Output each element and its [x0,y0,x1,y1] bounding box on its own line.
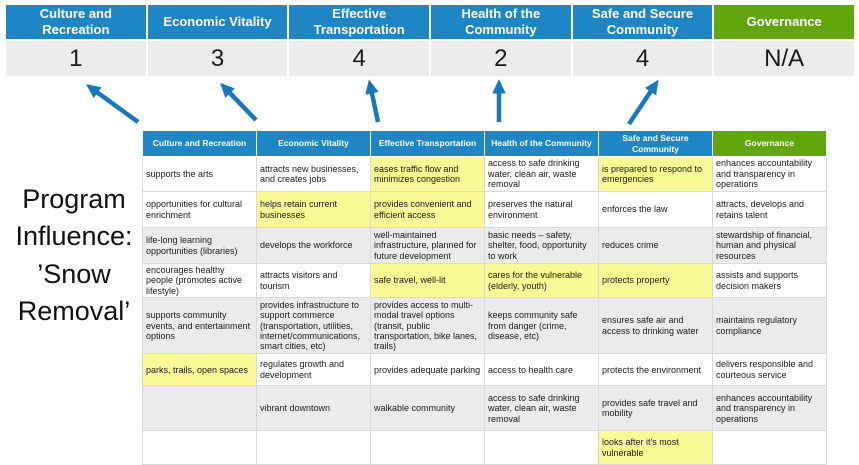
matrix-cell-r1-c3: eases traffic flow and minimizes congestion [371,157,485,192]
priority-score-3: 4 [289,41,429,76]
matrix-header-1: Culture and Recreation [143,131,257,157]
influence-arrow-5 [629,88,653,124]
matrix-cell-r7-c6: enhances accountability and transparency in operations [713,386,827,431]
matrix-cell-r4-c2: attracts visitors and tourism [257,264,371,298]
matrix-cell-r3-c3: well-maintained infrastructure, planned for future development [371,228,485,264]
priority-header-3: Effective Transportation [289,5,429,39]
matrix-cell-r1-c5: is prepared to respond to emergencies [599,157,713,192]
matrix-cell-r7-c3: walkable community [371,386,485,431]
priority-header-6: Governance [714,5,854,39]
matrix-cell-r3-c6: stewardship of financial, human and physical resources [713,228,827,264]
matrix-cell-r8-c1 [143,431,257,465]
matrix-cell-r2-c2: helps retain current businesses [257,192,371,228]
priority-header-row [6,5,854,39]
matrix-cell-r6-c6: delivers responsible and courteous service [713,354,827,386]
matrix-cell-r4-c5: protects property [599,264,713,298]
matrix-cell-r5-c4: keeps community safe from danger (crime, disease, etc) [485,298,599,354]
priority-scoreboard [6,5,854,76]
matrix-cell-r2-c4: preserves the natural environment [485,192,599,228]
priority-score-2: 3 [148,41,288,76]
matrix-cell-r5-c5: ensures safe air and access to drinking water [599,298,713,354]
influence-arrows [0,74,859,134]
matrix-cell-r7-c2: vibrant downtown [257,386,371,431]
matrix-cell-r4-c4: cares for the vulnerable (elderly, youth) [485,264,599,298]
priority-header-4: Health of the Community [431,5,571,39]
matrix-cell-r8-c4 [485,431,599,465]
program-label-line: Program [22,184,126,214]
matrix-cell-r5-c6: maintains regulatory compliance [713,298,827,354]
matrix-header-5: Safe and Secure Community [599,131,713,157]
matrix-cell-r8-c3 [371,431,485,465]
program-influence-label [0,181,148,330]
priority-score-4: 2 [431,41,571,76]
program-label-line: Influence: [15,221,133,252]
priority-score-1: 1 [6,41,146,76]
program-label-line: ’Snow [37,258,111,289]
matrix-cell-r8-c2 [257,431,371,465]
matrix-header-row [143,131,827,157]
matrix-cell-r8-c5: looks after it's most vulnerable [599,431,713,465]
matrix-row-7 [143,386,827,431]
matrix-cell-r7-c1 [143,386,257,431]
matrix-cell-r6-c1: parks, trails, open spaces [143,354,257,386]
matrix-cell-r7-c4: access to safe drinking water, clean air, waste removal [485,386,599,431]
score-row [6,41,854,76]
matrix-row-6 [143,354,827,386]
matrix-body [143,157,827,465]
matrix-cell-r5-c1: supports community events, and entertainment options [143,298,257,354]
matrix-cell-r3-c5: reduces crime [599,228,713,264]
matrix-cell-r1-c2: attracts new businesses, and creates jobs [257,157,371,192]
priority-header-5: Safe and Secure Community [573,5,713,39]
matrix-cell-r8-c6 [713,431,827,465]
matrix-header-3: Effective Transportation [371,131,485,157]
matrix-row-5 [143,298,827,354]
matrix-row-1 [143,157,827,192]
matrix-cell-r4-c1: encourages healthy people (promotes active lifestyle) [143,264,257,298]
matrix-cell-r4-c3: safe travel, well-lit [371,264,485,298]
priority-score-5: 4 [573,41,713,76]
matrix-cell-r6-c2: regulates growth and development [257,354,371,386]
matrix-header-4: Health of the Community [485,131,599,157]
matrix-header-2: Economic Vitality [257,131,371,157]
matrix-cell-r2-c5: enforces the law [599,192,713,228]
matrix-cell-r4-c6: assists and supports decision makers [713,264,827,298]
matrix-header-6: Governance [713,131,827,157]
matrix-cell-r5-c2: provides infrastructure to support commerce (transportation, utilities, internet/communications, smart cities, etc) [257,298,371,354]
priority-header-2: Economic Vitality [148,5,288,39]
matrix-cell-r3-c4: basic needs – safety, shelter, food, opportunity to work [485,228,599,264]
influence-arrow-1 [94,90,138,122]
matrix-row-3 [143,228,827,264]
priority-header-1: Culture and Recreation [6,5,146,39]
influence-arrow-2 [227,90,256,120]
matrix-cell-r2-c1: opportunities for cultural enrichment [143,192,257,228]
priority-score-6: N/A [714,41,854,76]
matrix-cell-r3-c1: life-long learning opportunities (libraries) [143,228,257,264]
matrix-cell-r6-c5: protects the environment [599,354,713,386]
matrix-row-2 [143,192,827,228]
influence-arrow-3 [371,89,378,122]
matrix-cell-r7-c5: provides safe travel and mobility [599,386,713,431]
matrix-cell-r1-c6: enhances accountability and transparency in operations [713,157,827,192]
matrix-row-8 [143,431,827,465]
matrix-cell-r1-c4: access to safe drinking water, clean air, waste removal [485,157,599,192]
matrix-cell-r2-c6: attracts, develops and retains talent [713,192,827,228]
matrix-cell-r6-c4: access to health care [485,354,599,386]
matrix-cell-r3-c2: develops the workforce [257,228,371,264]
matrix-cell-r5-c3: provides access to multi-modal travel options (transit, public transportation, bike lanes, trails) [371,298,485,354]
matrix-row-4 [143,264,827,298]
matrix-table [142,130,827,465]
program-label-line: Removal’ [17,295,131,326]
matrix-cell-r2-c3: provides convenient and efficient access [371,192,485,228]
matrix-cell-r1-c1: supports the arts [143,157,257,192]
matrix-cell-r6-c3: provides adequate parking [371,354,485,386]
